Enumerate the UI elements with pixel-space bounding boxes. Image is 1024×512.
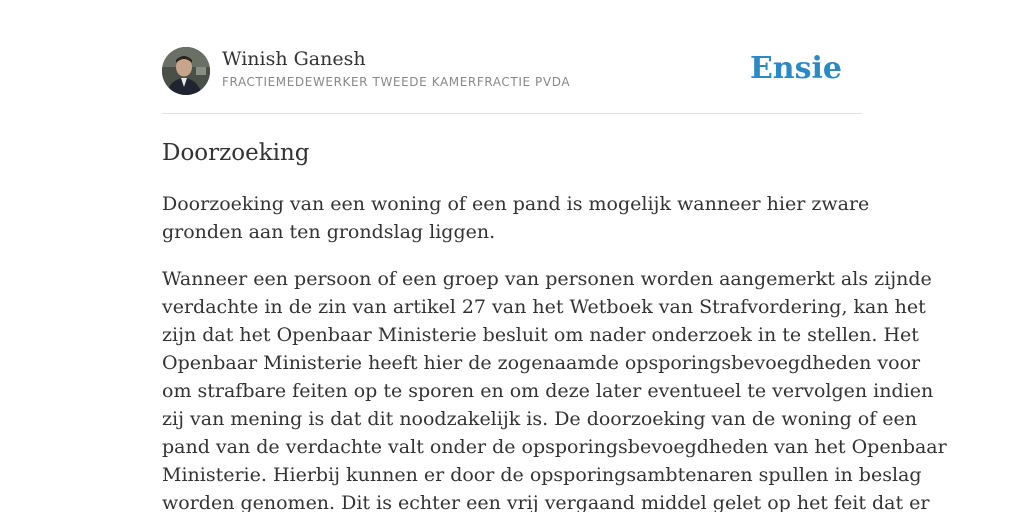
- text-line: zijn dat het Openbaar Ministerie besluit om nader onderzoek in te stellen. Het: [162, 324, 919, 346]
- text-line: pand van de verdachte valt onder de opsporingsbevoegdheden van het Openbaar: [162, 436, 947, 458]
- avatar[interactable]: [162, 47, 210, 95]
- text-line: zij van mening is dat dit noodzakelijk is. De doorzoeking van de woning of een: [162, 408, 918, 430]
- author-name[interactable]: Winish Ganesh: [222, 48, 366, 70]
- paragraph: [162, 265, 947, 512]
- text-line: Openbaar Ministerie heeft hier de zogenaamde opsporingsbevoegdheden voor: [162, 352, 921, 374]
- text-line: Doorzoeking van een woning of een pand is mogelijk wanneer hier zware: [162, 193, 870, 215]
- text-line: worden genomen. Dit is echter een vrij vergaand middel gelet op het feit dat er: [162, 492, 930, 512]
- text-line: Ministerie. Hierbij kunnen er door de opsporingsambtenaren spullen in beslag: [162, 464, 922, 486]
- text-line: gronden aan ten grondslag liggen.: [162, 221, 496, 243]
- page-title: Doorzoeking: [162, 140, 310, 166]
- header-divider: [162, 113, 862, 114]
- text-line: om strafbare feiten op te sporen en om deze later eventueel te vervolgen indien: [162, 380, 934, 402]
- brand-logo[interactable]: Ensie: [749, 51, 842, 86]
- avatar-photo-icon: [162, 47, 210, 95]
- author-header: [162, 47, 862, 95]
- author-role: FRACTIEMEDEWERKER TWEEDE KAMERFRACTIE PVDA: [222, 75, 571, 89]
- paragraph: [162, 190, 870, 246]
- text-line: Wanneer een persoon of een groep van personen worden aangemerkt als zijnde: [162, 268, 932, 290]
- text-line: verdachte in de zin van artikel 27 van het Wetboek van Strafvordering, kan het: [162, 296, 926, 318]
